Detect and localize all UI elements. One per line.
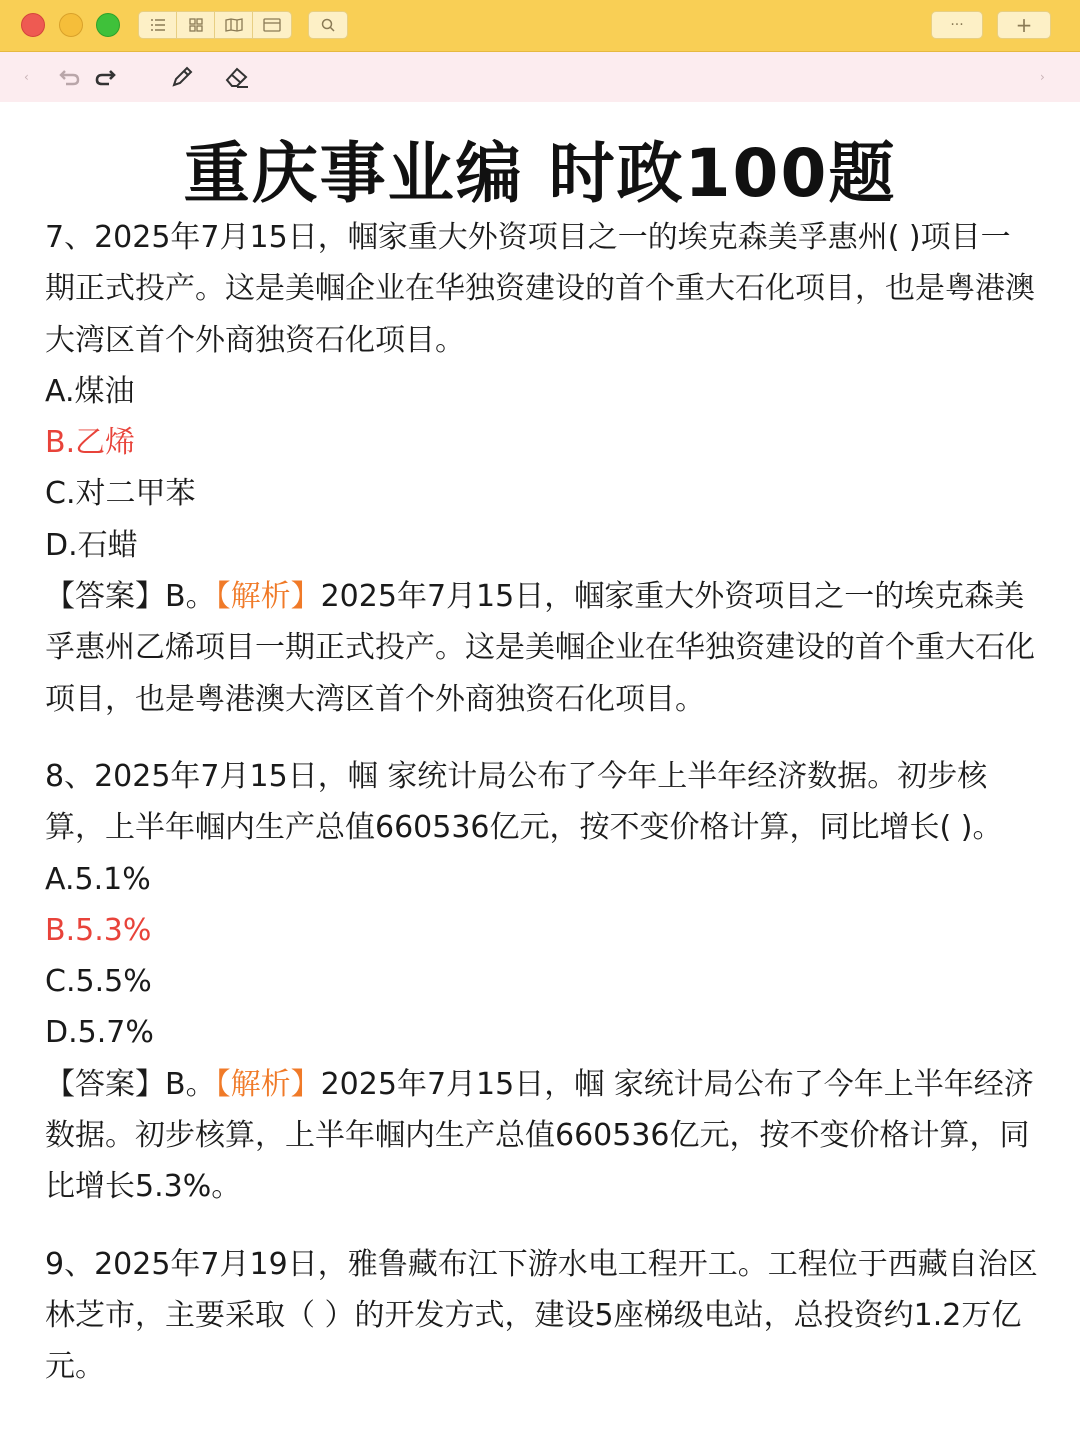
list-icon: [150, 18, 166, 32]
more-button[interactable]: ···: [950, 17, 964, 33]
minimize-window-button[interactable]: [59, 13, 83, 37]
eraser-icon: [224, 65, 250, 89]
answer-label: 【答案】B。: [45, 579, 216, 615]
redo-icon: [95, 68, 117, 86]
option-c: C.对二甲苯: [45, 476, 196, 512]
search-button[interactable]: [309, 12, 347, 38]
eraser-tool-button[interactable]: [224, 64, 250, 90]
add-button[interactable]: +: [1015, 13, 1033, 37]
option-b-correct: B.乙烯: [45, 425, 136, 461]
page-title: 重庆事业编 时政100题: [183, 135, 897, 212]
option-a: A.煤油: [45, 373, 135, 409]
editing-toolbar: [0, 52, 1080, 102]
list-view-button[interactable]: [139, 12, 177, 38]
add-segment: [997, 11, 1051, 39]
question-stem: 8、2025年7月15日，帼 家统计局公布了今年上半年经济数据。初步核算，上半年帼内生产总值660536亿元，按不变价格计算，同比增长( )。: [45, 758, 1003, 846]
search-segment: [308, 11, 348, 39]
redo-button[interactable]: [95, 64, 117, 90]
analysis-tag: 【解析】: [215, 579, 321, 615]
analysis-tag: 【解析】: [215, 1066, 321, 1102]
pencil-icon: [170, 65, 194, 89]
question-list: [45, 212, 1040, 1393]
book-view-button[interactable]: [215, 12, 253, 38]
answer-explanation: [45, 571, 1040, 725]
question-stem: 9、2025年7月19日，雅鲁藏布江下游水电工程开工。工程位于西藏自治区林芝市，主要采取（ ）的开发方式，建设5座梯级电站，总投资约1.2万亿元。: [45, 1246, 1038, 1385]
question-stem: 7、2025年7月15日，帼家重大外资项目之一的埃克森美孚惠州( )项目一期正式投产。这是美帼企业在华独资建设的首个重大石化项目，也是粤港澳大湾区首个外商独资石化项目。: [45, 220, 1035, 358]
undo-icon: [58, 68, 80, 86]
grid-icon: [189, 18, 203, 32]
option-c: C.5.5%: [45, 964, 152, 1000]
option-d: D.5.7%: [45, 1015, 154, 1051]
answer-label: 【答案】B。: [45, 1066, 216, 1102]
more-segment: [931, 11, 983, 39]
analysis-text: 2025年7月15日，帼 家统计局公布了今年上半年经济数据。初步核算，上半年帼内生产总值660536亿元，按不变价格计算，同比增长5.3%。: [45, 1066, 1034, 1205]
grid-view-button[interactable]: [177, 12, 215, 38]
zoom-window-button[interactable]: [96, 13, 120, 37]
chevron-left-icon[interactable]: ‹: [24, 70, 29, 84]
document-content: [0, 102, 1080, 1443]
answer-explanation: [45, 1059, 1040, 1213]
close-window-button[interactable]: [21, 13, 45, 37]
book-icon: [225, 18, 243, 32]
view-mode-segment: [138, 11, 292, 39]
option-a: A.5.1%: [45, 861, 151, 897]
analysis-text: 2025年7月15日，帼家重大外资项目之一的埃克森美孚惠州乙烯项目一期正式投产。这是美帼企业在华独资建设的首个重大石化项目，也是粤港澳大湾区首个外商独资石化项目。: [45, 579, 1035, 717]
window-icon: [263, 18, 281, 32]
chevron-right-icon[interactable]: ›: [1040, 70, 1045, 84]
search-icon: [321, 18, 335, 32]
option-b-correct: B.5.3%: [45, 912, 152, 948]
pen-tool-button[interactable]: [170, 64, 194, 90]
window-titlebar: [0, 0, 1080, 52]
undo-button[interactable]: [58, 64, 80, 90]
option-d: D.石蜡: [45, 527, 138, 563]
gallery-view-button[interactable]: [253, 12, 291, 38]
